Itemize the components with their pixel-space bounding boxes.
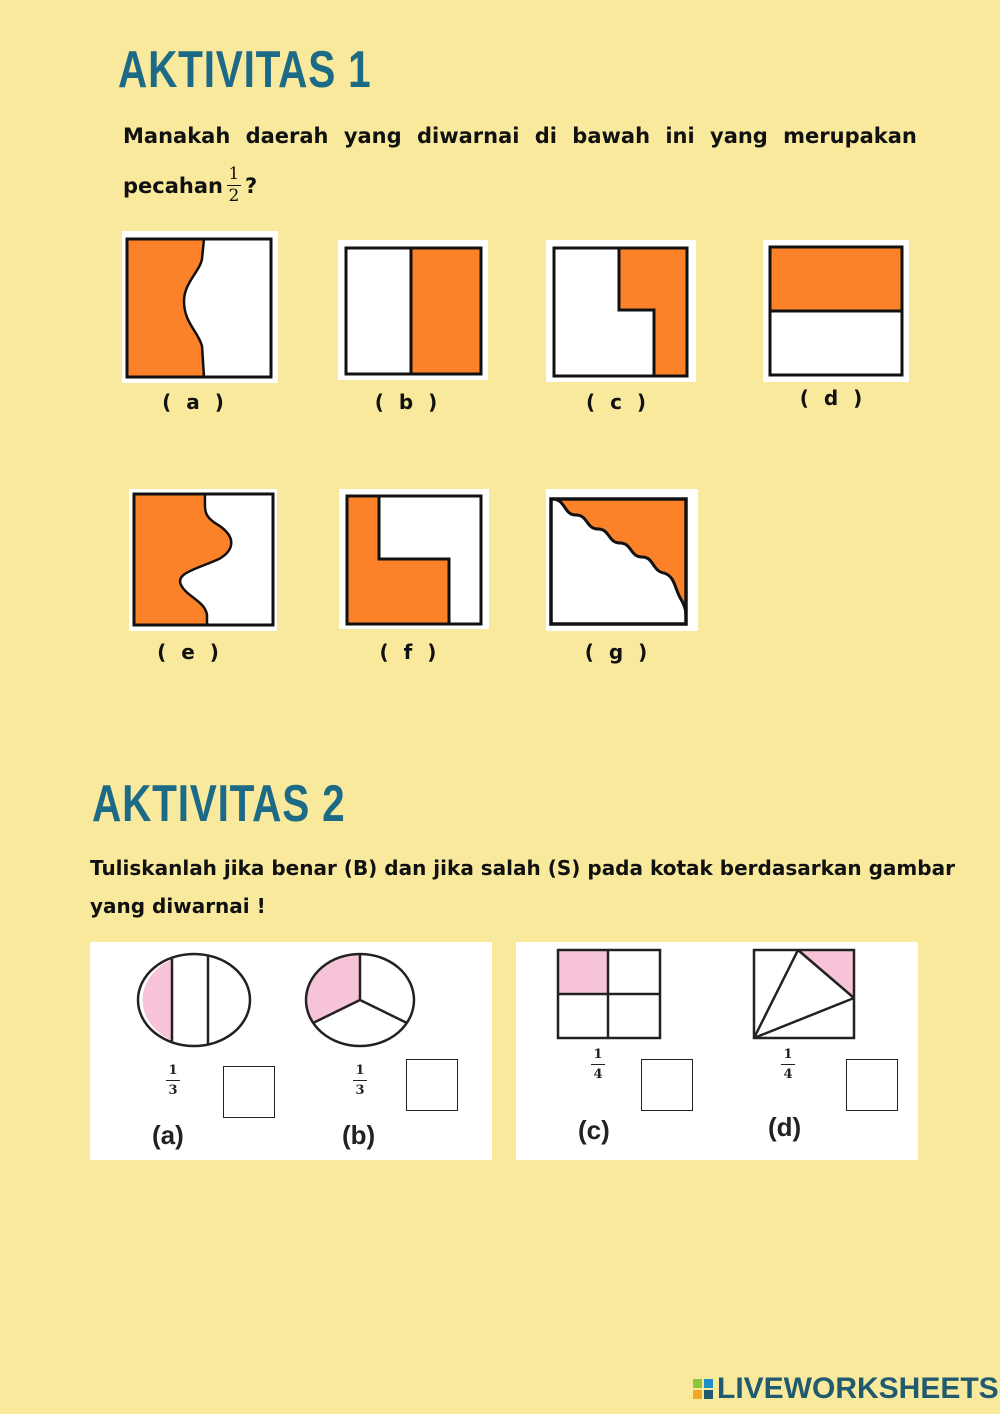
label-g: ( g ) xyxy=(584,640,652,664)
item-label-a: (a) xyxy=(152,1120,184,1150)
fraction-label-b: 1 3 xyxy=(350,1064,370,1097)
activity2-panel-left xyxy=(90,942,492,1160)
square-d xyxy=(750,946,858,1042)
fraction-label-a: 1 3 xyxy=(163,1064,183,1097)
activity2-instruction-line1: Tuliskanlah jika benar (B) dan jika salah (S) pada kotak berdasarkan gambar xyxy=(90,856,955,880)
answer-box-d[interactable] xyxy=(846,1059,898,1111)
label-e: ( e ) xyxy=(157,640,223,664)
logo-text: LIVEWORKSHEETS xyxy=(717,1372,999,1405)
fraction-label-c: 1 4 xyxy=(588,1048,608,1081)
label-b: ( b ) xyxy=(374,390,442,414)
item-label-d: (d) xyxy=(768,1112,802,1142)
square-c xyxy=(554,946,666,1042)
label-c: ( c ) xyxy=(585,390,651,414)
activity1-question-line2 xyxy=(123,166,257,205)
shape-f xyxy=(339,489,489,629)
item-label-c: (c) xyxy=(578,1115,610,1145)
label-a: ( a ) xyxy=(162,390,228,414)
shape-a xyxy=(122,231,278,383)
circle-b xyxy=(302,950,418,1050)
label-d: ( d ) xyxy=(799,386,867,410)
shape-g xyxy=(546,489,698,631)
question-text: pecahan xyxy=(123,173,223,198)
shape-c xyxy=(546,240,696,382)
liveworksheets-logo xyxy=(693,1372,999,1406)
activity2-panel-right xyxy=(516,942,918,1160)
fraction-one-half: $\frac{1}{2}$ xyxy=(228,164,240,206)
shape-e xyxy=(129,489,277,631)
answer-box-b[interactable] xyxy=(406,1059,458,1111)
activity2-heading: AKTIVITAS 2 xyxy=(92,775,346,833)
activity1-heading: AKTIVITAS 1 xyxy=(118,41,372,99)
circle-a xyxy=(134,950,254,1050)
item-label-b: (b) xyxy=(342,1120,376,1150)
label-f: ( f ) xyxy=(379,640,441,664)
shape-d xyxy=(763,240,909,382)
answer-box-c[interactable] xyxy=(641,1059,693,1111)
activity1-question-line1: Manakah daerah yang diwarnai di bawah ini yang merupakan xyxy=(123,124,917,148)
question-mark: ? xyxy=(244,173,258,198)
shape-b xyxy=(338,240,488,380)
logo-icon xyxy=(693,1379,713,1399)
fraction-label-d: 1 4 xyxy=(778,1048,798,1081)
activity2-instruction-line2: yang diwarnai ! xyxy=(90,894,266,918)
answer-box-a[interactable] xyxy=(223,1066,275,1118)
